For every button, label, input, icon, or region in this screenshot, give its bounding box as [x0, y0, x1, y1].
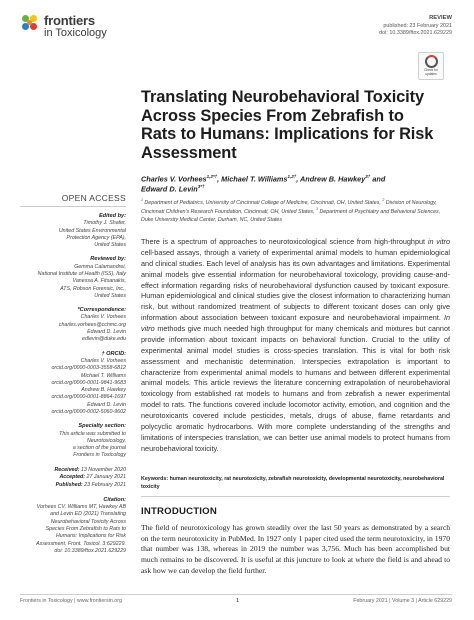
author-list: [141, 174, 441, 195]
abstract-italic: in vitro: [427, 237, 450, 246]
sidebar-line: orcid.org/0000-0002-5060-9602: [51, 409, 126, 415]
author-conjunction: and: [370, 174, 386, 184]
affiliation: Division of Neurology, Cincinnati Children's Research Foundation, Cincinnati, OH, United States,: [141, 199, 437, 216]
sidebar-line: a section of the journal: [72, 445, 126, 452]
sidebar-line: Vorhees CV, Williams MT, Hawkey AB: [36, 504, 126, 511]
sidebar-published-date: 23 February 2021: [82, 482, 126, 489]
reviewed-by-section: [20, 256, 126, 300]
author-affil-marker: 1,2†: [287, 174, 297, 179]
keywords: [141, 476, 450, 491]
reviewed-by-body: [20, 264, 126, 300]
sidebar-line: charles.vorhees@cchmc.org: [58, 321, 126, 328]
sidebar-line: Protection Agency (EPA),: [66, 234, 126, 241]
footer-issue-info: February 2021 | Volume 3 | Article 629229: [353, 598, 452, 604]
section-divider: [141, 496, 450, 497]
published-date: published: 23 February 2021: [383, 22, 452, 29]
received-label: Received:: [54, 466, 80, 473]
affiliation: Department of Psychiatry and Behavioral Sciences, Duke University Medical Center, Durham, NC, United States: [141, 209, 441, 223]
sidebar-line: National Institute of Health (ISS), Italy: [37, 271, 126, 278]
author-affil-marker: 3*†: [197, 184, 205, 190]
keywords-label: Keywords:: [141, 476, 169, 482]
frontiers-logo-icon: [22, 15, 40, 33]
affil-marker: 2: [382, 198, 385, 202]
abstract-italic: In vitro: [141, 313, 450, 333]
abstract: [141, 237, 450, 455]
article-doi[interactable]: doi: 10.3389/ftox.2021.629229: [379, 30, 452, 37]
affiliations: [141, 198, 441, 224]
sidebar-line: Vanessa A. Fitsanakis,: [72, 278, 126, 285]
sidebar-line: orcid.org/0000-0001-8864-1697: [51, 394, 126, 401]
author-name[interactable]: , Andrew B. Hawkey: [296, 174, 366, 184]
affiliation: Department of Pediatrics, University of Cincinnati College of Medicine, Cincinnati, OH, United States,: [142, 199, 383, 206]
check-updates-icon: [425, 55, 438, 68]
journal-subtitle: in Toxicology: [44, 26, 107, 39]
edited-by-body: [20, 220, 126, 249]
sidebar-line: orcid.org/0000-0001-9841-9683: [51, 379, 126, 386]
sidebar-line: orcid.org/0000-0003-3558-6812: [51, 365, 126, 372]
sidebar-line: Michael T. Williams: [80, 372, 126, 379]
author-name[interactable]: Edward D. Levin: [141, 184, 198, 194]
correspondence-label: *Correspondence:: [77, 307, 126, 314]
citation-label: Citation:: [103, 496, 126, 503]
sidebar-line: Frontiers in Toxicology: [73, 452, 126, 459]
sidebar-line: doi: 10.3389/ftox.2021.629229: [54, 547, 126, 554]
citation-section: [20, 497, 126, 555]
author-affil-marker: 3†: [365, 174, 371, 179]
sidebar-line: Edward D. Levin: [87, 329, 126, 336]
sidebar-line: ATS, Robson Forensic, Inc.,: [60, 285, 126, 292]
page-number: 1: [236, 598, 240, 604]
article-title: Translating Neurobehavioral Toxicity Across Species From Zebrafish to Rats to Humans: Implications for Risk Assessment: [141, 88, 434, 163]
sidebar-line: Species From Zebrafish to Rats to: [45, 525, 126, 532]
orcid-label: † ORCID:: [101, 350, 126, 357]
keywords-list: human neurotoxicity, rat neurotoxicity, zebrafish neurotoxicity, developmental neurotoxicity, neurobehavioral toxicity: [141, 476, 445, 490]
article-sidebar: [20, 193, 126, 562]
abstract-text: cell-based assays, through a variety of experimental animal models to human epidemiological and clinical studies. Each level of analysis has its own advantages and limitations. Experimental animal models give essential information for neurobehavioral toxicology, providing cause-and-effect information regarding risks of neurobehavioral dysfunction caused by toxicant exposure. Human epidemiological and clinical studies give the closest information to characterizing human risk, but without randomized treatment of subjects to different toxicant doses can only give information about association between toxicant exposure and neurobehavioral impairment.: [141, 247, 450, 323]
introduction-text: The field of neurotoxicology has grown steadily over the last 50 years as demonstrated by a search on the term neurotoxicity in PubMed. In 1927 only 1 paper cited used the term neurotoxicity, in 1970 that number was 138, whereas in 2019 the number was 3,756. Much has been accomplished but much remains to be discovered. It is useful at this juncture to look at where the field is and ahead to ask how we can develop the field further.: [141, 523, 450, 575]
sidebar-line: Neurobehavioral Toxicity Across: [50, 518, 126, 525]
sidebar-line: Timothy J. Shafer,: [83, 220, 126, 227]
check-updates-label: Check for updates: [424, 68, 438, 76]
specialty-body: [20, 431, 126, 460]
article-dates: [20, 467, 126, 490]
author-affil-marker: 1,2*†: [206, 174, 218, 179]
introduction-heading: INTRODUCTION: [141, 506, 217, 517]
open-access-label: OPEN ACCESS: [20, 193, 126, 207]
sidebar-line: United States: [94, 242, 126, 249]
sidebar-published-label: Published:: [55, 482, 83, 489]
sidebar-line: Edward D. Levin: [87, 401, 126, 408]
reviewed-by-label: Reviewed by:: [90, 256, 126, 263]
abstract-text: methods give much needed high throughput for many chemicals and mixtures but cannot provide information about toxicant impacts on behavioral function. Crucial to the utility of experimental animal model studies is cross-species translation. This is vital for both risk assessment and mechanistic determination. Interspecies extrapolation is important to characterize from experimental animal models to humans and between different experimental animal models. This article reviews the literature concerning extrapolation of neurobehavioral toxicology from established rat models to humans and from zebrafish a newer experimental model to rats. The functions covered include locomotor activity, emotion, and cognition and the neurotoxicants covered include pesticides, metals, drugs of abuse, flame retardants and polycyclic aromatic hydrocarbons. With more complete understanding of the strengths and limitations of interspecies translation, we can better use animal models to protect humans from neurobehavioral toxicity.: [141, 324, 450, 453]
sidebar-line: This article was submitted to: [59, 430, 126, 437]
journal-logo[interactable]: [22, 14, 107, 39]
edited-by-label: Edited by:: [98, 213, 126, 219]
check-for-updates-button[interactable]: [418, 52, 444, 80]
specialty-label: Specialty section:: [78, 423, 126, 430]
affil-marker: 3: [316, 207, 318, 212]
author-name[interactable]: , Michael T. Williams: [217, 174, 288, 184]
sidebar-line: Andrew B. Hawkey: [81, 387, 126, 394]
sidebar-line: Humans: Implications for Risk: [55, 533, 126, 540]
footer-journal-link[interactable]: Frontiers in Toxicology | www.frontiersin.org: [20, 598, 122, 604]
correspondence-body[interactable]: [20, 314, 126, 343]
accepted-label: Accepted:: [59, 474, 86, 481]
orcid-body[interactable]: [20, 358, 126, 416]
journal-name: frontiers: [44, 13, 95, 28]
received-date: 13 November 2020: [79, 466, 126, 473]
sidebar-line: Neurotoxicology,: [86, 437, 126, 444]
correspondence-section: [20, 307, 126, 343]
sidebar-line: Charles V. Vorhees: [80, 357, 126, 364]
citation-body: [20, 504, 126, 555]
sidebar-line: Charles V. Vorhees: [80, 314, 126, 321]
orcid-section: [20, 351, 126, 417]
affil-marker: 1: [141, 198, 143, 202]
sidebar-line: United States: [94, 292, 126, 299]
sidebar-line: and Levin ED (2021) Translating: [50, 511, 126, 518]
article-type: REVIEW: [429, 15, 452, 21]
author-name[interactable]: Charles V. Vorhees: [141, 174, 207, 184]
sidebar-line: edlevin@duke.edu: [82, 336, 126, 343]
article-meta: [379, 15, 452, 37]
sidebar-line: Gemma Calamandrei,: [74, 263, 126, 270]
page-footer: [20, 594, 452, 604]
abstract-text: There is a spectrum of approaches to neurotoxicological science from high-throughput: [141, 237, 428, 246]
specialty-section: [20, 423, 126, 459]
accepted-date: 27 January 2021: [85, 474, 126, 481]
sidebar-line: United States Environmental: [58, 227, 126, 234]
sidebar-line: Assessment. Front. Toxicol. 3:629229.: [36, 540, 126, 547]
edited-by-section: [20, 213, 126, 249]
